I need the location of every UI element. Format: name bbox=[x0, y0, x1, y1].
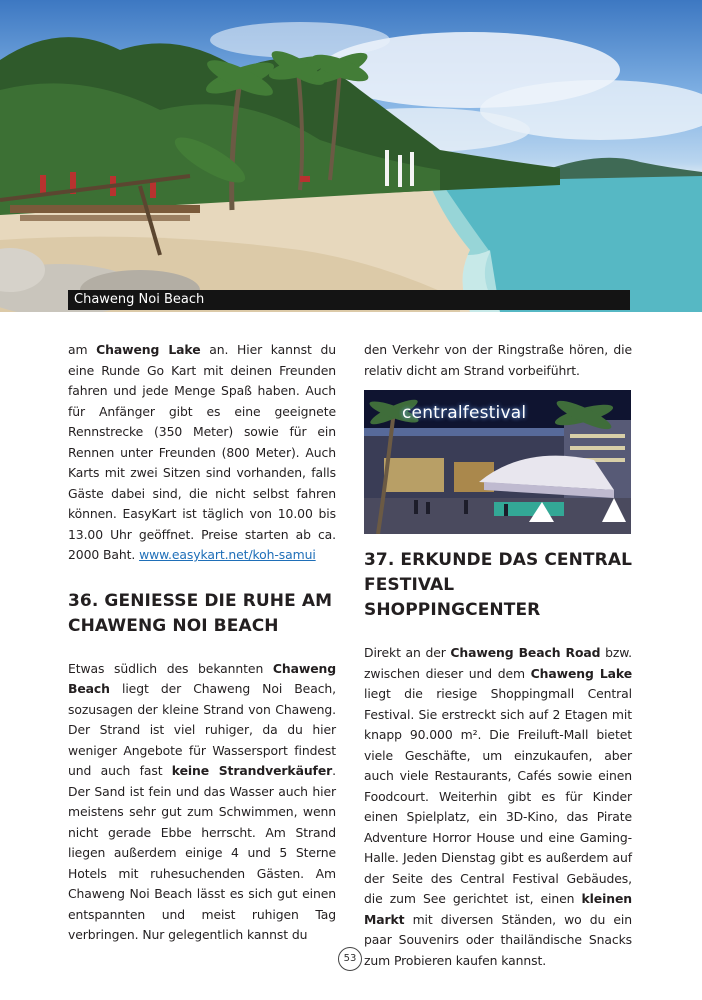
text-run: an. Hier kannst du eine Runde Go Kart mit deinen Freunden fahren und jede Menge Spaß haben. Auch für Anfänger gibt es eine geeignete Rennstrecke (350 Meter) sowie für ein Rennen unter Freunden (800 Meter). Auch Karts mit zwei Sitzen sind vorhanden, falls Gäste dabei sind, die nicht selbst fahren können. EasyKart ist täglich von 10.00 bis 13.00 Uhr geöffnet. Preise starten ab ca. 2000 Baht. bbox=[68, 342, 336, 562]
text-run: Etwas südlich des bekannten bbox=[68, 660, 273, 676]
bold-chaweng-lake: Chaweng Lake bbox=[530, 665, 633, 681]
bold-keine-strandverkaeufer: keine Strandverkäufer bbox=[171, 763, 333, 778]
central-festival-photo bbox=[364, 390, 631, 534]
right-column bbox=[364, 340, 632, 971]
bold-chaweng-beach-road: Chaweng Beach Road bbox=[450, 645, 601, 660]
section-36-heading: 36. GENIESSE DIE RUHE AM CHAWENG NOI BEACH bbox=[68, 590, 333, 636]
beach-illustration bbox=[0, 0, 702, 312]
text-run: am bbox=[68, 342, 97, 357]
continued-paragraph: den Verkehr von der Ringstraße hören, die relativ dicht am Strand vorbeiführt. bbox=[364, 342, 632, 378]
section-37-heading: 37. ERKUNDE DAS CENTRAL FESTIVAL SHOPPINGCENTER bbox=[364, 550, 633, 620]
text-run: mit diversen Ständen, wo du ein paar Souvenirs oder thailändische Snacks zum Probieren kaufen kannst. bbox=[364, 911, 632, 968]
chaweng-noi-paragraph bbox=[68, 659, 336, 946]
bold-chaweng-beach: Chaweng Beach bbox=[68, 660, 336, 696]
left-column bbox=[68, 340, 336, 946]
text-run: . Der Sand ist fein und das Wasser auch hier meistens sehr gut zum Schwimmen, wenn nicht gerade Ebbe herrscht. Am Strand liegen außerdem einige 4 und 5 Sterne Hotels mit ruhesuchenden Gästen. Am Chaweng Noi Beach lässt es sich gut einen entspannten und meist ruhigen Tag verbringen. Nur gelegentlich kannst du bbox=[68, 763, 336, 942]
go-kart-paragraph bbox=[68, 340, 336, 566]
central-festival-sign: centralfestival bbox=[402, 403, 527, 423]
page-number: 53 bbox=[338, 947, 362, 971]
hero-photo bbox=[0, 0, 702, 312]
bold-kleinen-markt: kleinen Markt bbox=[364, 891, 632, 927]
bold-chaweng-lake: Chaweng Lake bbox=[96, 342, 201, 357]
photo-caption: Chaweng Noi Beach bbox=[68, 290, 630, 310]
text-run: bzw. zwischen dieser und dem bbox=[364, 645, 632, 681]
easykart-link[interactable]: www.easykart.net/koh-samui bbox=[139, 547, 316, 562]
text-run: liegt die riesige Shoppingmall Central Festival. Sie erstreckt sich auf 2 Etagen mit knapp 90.000 m². Die Freiluft-Mall bietet viele Geschäfte, um einzukaufen, aber auch viele Restaurants, Cafés sowie einen Foodcourt. Weiterhin gibt es für Kinder einen Spielplatz, ein 3D-Kino, das Pirate Adventure Horror House und eine Gaming-Halle. Jeden Dienstag gibt es außerdem auf der Seite des Central Festival Gebäudes, die zum See gerichtet ist, einen bbox=[364, 686, 632, 906]
text-run: liegt der Chaweng Noi Beach, sozusagen der kleine Strand von Chaweng. Der Strand ist viel ruhiger, da du hier weniger Angebote für Wassersport findest und auch fast bbox=[68, 681, 336, 778]
central-festival-paragraph bbox=[364, 643, 632, 971]
text-run: Direkt an der bbox=[364, 645, 451, 660]
